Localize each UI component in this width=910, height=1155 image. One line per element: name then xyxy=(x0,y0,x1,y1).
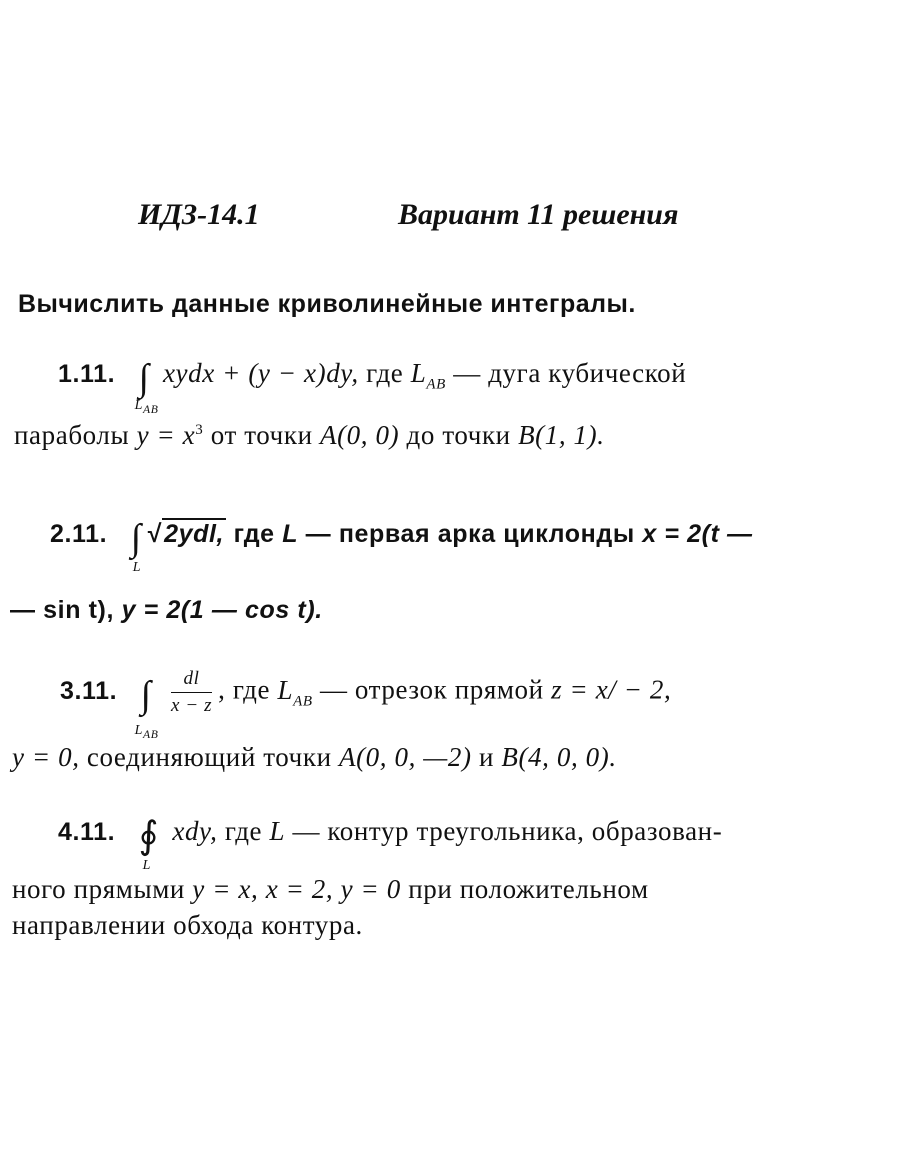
problem-4-equation-3: y = 0 xyxy=(340,874,401,904)
problem-3-equation-y: y = 0, xyxy=(12,742,80,772)
header xyxy=(0,198,910,248)
problem-2-continuation: — sin t), xyxy=(10,596,115,624)
problem-4-lines-text: ного прямыми xyxy=(12,874,185,904)
problem-4-curve: L xyxy=(269,816,286,846)
integral-subscript: L xyxy=(142,858,151,873)
integral-subscript: L xyxy=(132,560,142,575)
problem-4-number: 4.11. xyxy=(58,818,116,846)
problem-3-line-1: 3.11. ∫ $L_{AB}$ $\frac{dl}{x - z}$ , где $L_{AB}$ — отрезок прямой z = x/ − 2, xyxy=(60,668,672,741)
problem-4-integrand: xdy, xyxy=(172,816,218,846)
integral-sign: ∫ $L_{AB}$ xyxy=(134,357,159,416)
problem-4-description: — контур треугольника, образован- xyxy=(292,816,723,846)
problem-2-number: 2.11. xyxy=(50,520,108,548)
problem-1-point-b: B(1, 1). xyxy=(518,420,605,450)
problem-1-line-1 xyxy=(58,357,687,416)
problem-3-where: где xyxy=(232,674,271,705)
sqrt-sign: √ xyxy=(147,520,163,548)
integral-sign: ∫ L xyxy=(130,517,142,575)
problem-2-integrand: 2ydl, xyxy=(164,520,225,548)
problem-1-where: где xyxy=(366,358,404,388)
problem-1-description: — дуга кубической xyxy=(453,358,687,388)
problem-3-point-a: A(0, 0, —2) xyxy=(338,742,472,772)
problem-1-point-a: A(0, 0) xyxy=(319,420,400,450)
problem-2-where: где xyxy=(233,520,275,548)
problem-2-line-1 xyxy=(50,517,753,575)
problem-4-line-2 xyxy=(12,874,649,905)
problem-3-description: — отрезок прямой xyxy=(319,674,544,705)
problem-1-integrand: xydx + (y − x)dy, xyxy=(162,358,359,388)
variant-title: Вариант 11 решения xyxy=(398,198,679,231)
problem-2-curve: L xyxy=(282,520,299,548)
problem-1-curve: $L_{AB}$ xyxy=(410,358,446,393)
fraction-numerator: dl xyxy=(171,668,212,693)
problem-1-to-text: до точки xyxy=(406,420,511,450)
problem-2-line-2 xyxy=(10,596,323,625)
problem-3-curve: $L_{AB}$ xyxy=(277,674,313,710)
problem-4-equation-1: y = x, xyxy=(192,874,259,904)
problem-1-number: 1.11. xyxy=(58,360,116,388)
integral-subscript: $L_{AB}$ xyxy=(134,722,159,741)
problem-3-and: и xyxy=(478,742,494,772)
problem-2-equation-y: y = 2(1 — cos t). xyxy=(121,596,323,624)
problem-1-parabola-text: параболы xyxy=(14,420,130,450)
integral-sign: ∫ $L_{AB}$ xyxy=(134,673,159,741)
instruction-text: Вычислить данные криволинейные интегралы. xyxy=(18,290,636,318)
contour-integral-sign: ∮ L xyxy=(138,815,159,873)
problem-3-equation-z: z = x/ − 2, xyxy=(551,674,672,705)
problem-4-direction-text: направлении обхода контура. xyxy=(12,910,363,940)
problem-4-where: где xyxy=(224,816,263,846)
problem-3-fraction xyxy=(171,668,212,717)
problem-4-line-1 xyxy=(58,815,723,873)
problem-3-line-2 xyxy=(12,742,617,773)
problem-1-from-text: от точки xyxy=(210,420,313,450)
assignment-title: ИДЗ-14.1 xyxy=(138,198,260,231)
fraction-denominator: x − z xyxy=(170,695,213,716)
problem-3-connecting-text: соединяющий точки xyxy=(86,742,332,772)
problem-1-equation: $y = x^3$ xyxy=(136,420,204,450)
problem-1-line-2 xyxy=(14,420,605,451)
problem-4-equation-2: x = 2, xyxy=(265,874,334,904)
integral-subscript: $L_{AB}$ xyxy=(134,398,159,416)
problem-2-equation-x: x = 2(t — xyxy=(642,520,753,548)
problem-4-orientation-text: при положительном xyxy=(408,874,649,904)
problem-4-line-3 xyxy=(12,910,363,941)
problem-3-point-b: B(4, 0, 0). xyxy=(501,742,617,772)
problem-2-description: — первая арка циклонды xyxy=(305,520,635,548)
problem-3-number: 3.11. xyxy=(60,676,118,705)
